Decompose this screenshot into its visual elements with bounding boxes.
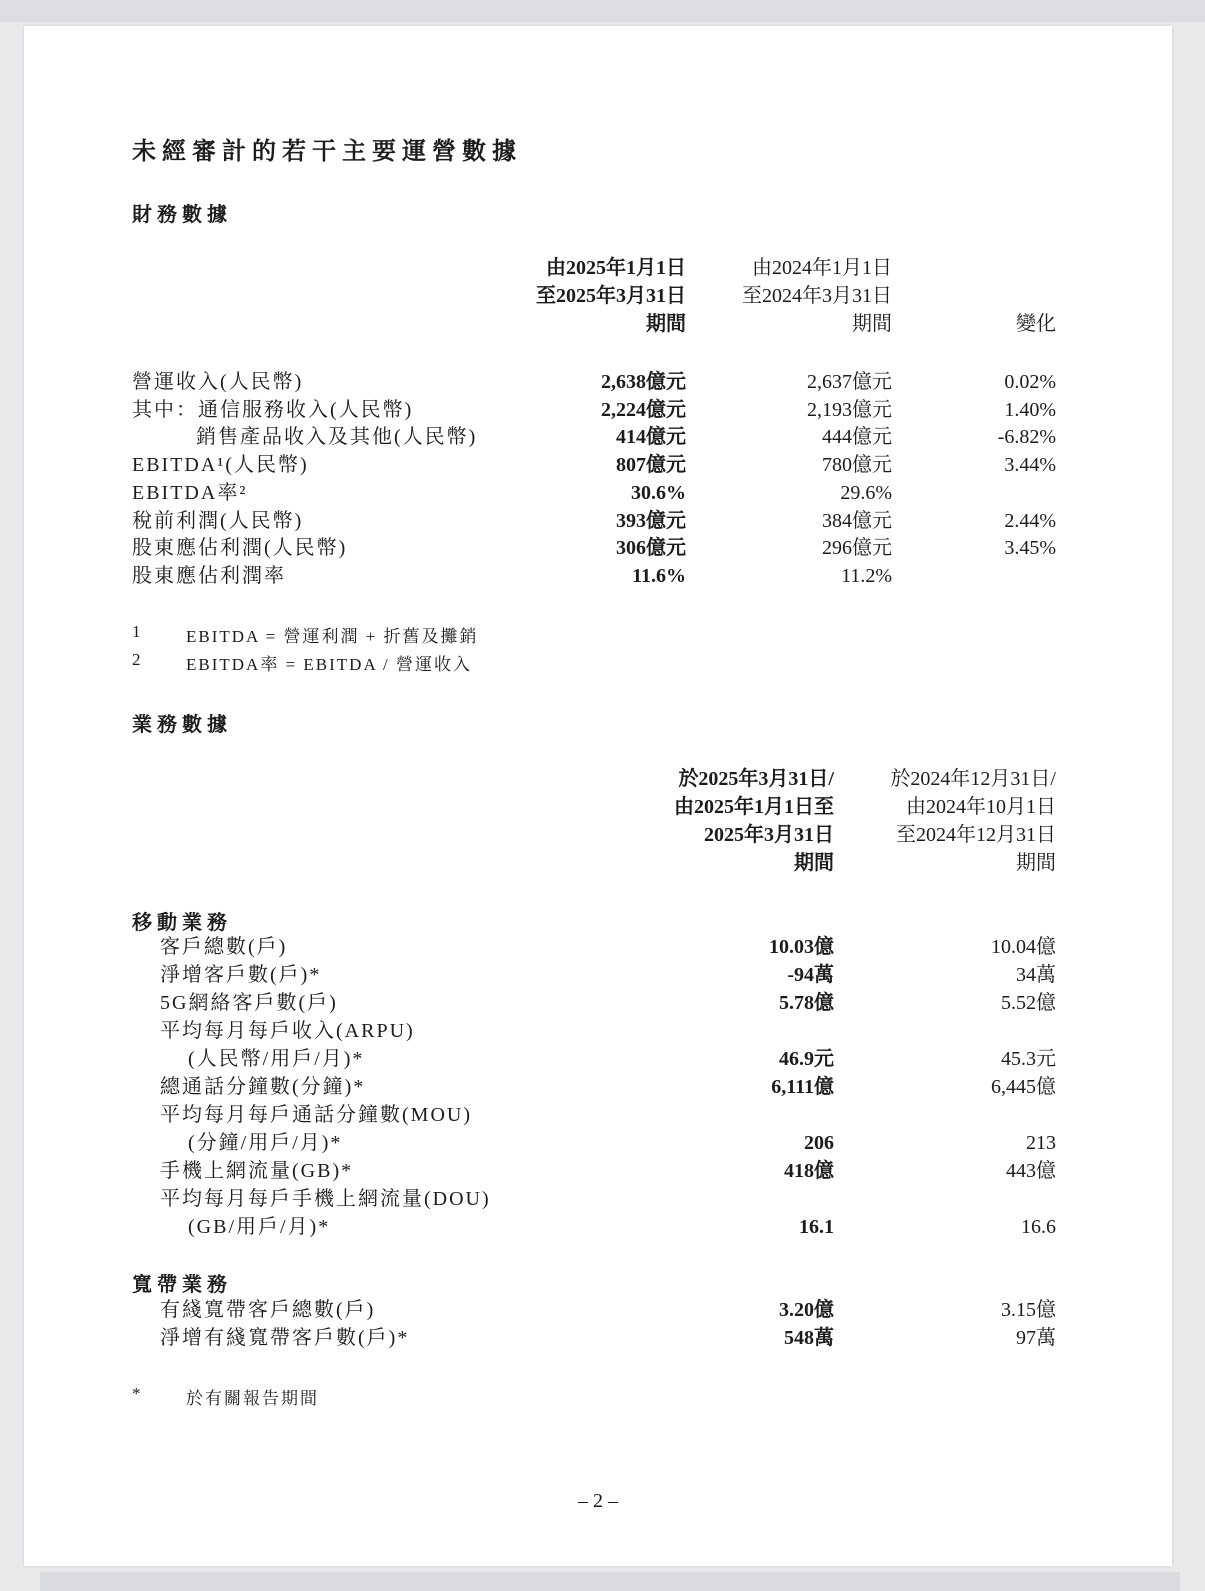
- current-value: 3.20億: [779, 1299, 834, 1321]
- row-label: (GB/用戶/月)*: [188, 1216, 331, 1238]
- prior-value: 97萬: [1016, 1327, 1056, 1349]
- row-label: 銷售產品收入及其他(人民幣): [196, 426, 478, 449]
- current-value: 16.1: [799, 1216, 834, 1238]
- row-label: 有綫寬帶客戶總數(戶): [160, 1299, 376, 1321]
- header-line: 由2024年10月1日: [906, 796, 1056, 818]
- prior-value: 10.04億: [991, 936, 1056, 958]
- mobile-heading: 移動業務: [132, 910, 232, 934]
- prior-value: 5.52億: [1001, 992, 1056, 1014]
- row-label: 手機上網流量(GB)*: [160, 1160, 354, 1182]
- prior-value: 34萬: [1016, 964, 1056, 986]
- header-line: 至2025年3月31日: [536, 285, 686, 307]
- current-value: 306億元: [616, 537, 686, 560]
- current-value: 11.6%: [632, 564, 686, 587]
- prior-value: 6,445億: [991, 1076, 1056, 1098]
- row-label: 淨增客戶數(戶)*: [160, 964, 322, 986]
- row-label: 5G網絡客戶數(戶): [160, 992, 338, 1014]
- page-title: 未經審計的若干主要運營數據: [132, 137, 522, 165]
- page-number: – 2 –: [578, 1490, 618, 1512]
- current-value: 548萬: [784, 1327, 834, 1349]
- prior-value: 11.2%: [841, 564, 892, 587]
- header-line: 由2025年1月1日至: [674, 796, 834, 818]
- header-line: 於2025年3月31日/: [678, 768, 834, 790]
- current-value: 30.6%: [631, 481, 686, 504]
- header-line: 至2024年12月31日: [896, 824, 1056, 846]
- current-value: 807億元: [616, 454, 686, 477]
- table-row: [24, 562, 1172, 590]
- header-line: 2025年3月31日: [704, 824, 834, 846]
- table-row: [24, 368, 1172, 396]
- business-col-prior-header: [836, 765, 1056, 877]
- table-row: [24, 1017, 1172, 1045]
- footnote-text: 於有關報告期間: [186, 1389, 319, 1408]
- footnote-mark: 1: [132, 622, 143, 641]
- business-col-current-header: [614, 765, 834, 877]
- financial-col-change-header: [956, 310, 1056, 338]
- table-row: [24, 534, 1172, 562]
- prior-value: 443億: [1006, 1160, 1056, 1182]
- change-value: -6.82%: [997, 426, 1056, 449]
- document-page: [24, 26, 1172, 1566]
- header-line: 於2024年12月31日/: [890, 768, 1056, 790]
- prior-value: 3.15億: [1001, 1299, 1056, 1321]
- current-value: 418億: [784, 1160, 834, 1182]
- prior-value: 384億元: [822, 509, 892, 532]
- financial-col-prior-header: [690, 254, 892, 338]
- table-row: [24, 1185, 1172, 1213]
- financial-col-current-header: [484, 254, 686, 338]
- change-value: 3.44%: [1004, 454, 1056, 477]
- row-label: 平均每月每戶手機上網流量(DOU): [160, 1188, 491, 1210]
- table-row: [24, 1213, 1172, 1241]
- row-label: 客戶總數(戶): [160, 936, 288, 958]
- footnote-text: EBITDA = 營運利潤 + 折舊及攤銷: [186, 627, 479, 646]
- current-value: 5.78億: [779, 992, 834, 1014]
- footnote-mark: *: [132, 1384, 143, 1403]
- current-value: 393億元: [616, 509, 686, 532]
- table-row: [24, 1324, 1172, 1352]
- prior-value: 296億元: [822, 537, 892, 560]
- current-value: 46.9元: [779, 1048, 834, 1070]
- table-row: [24, 507, 1172, 535]
- header-line: 至2024年3月31日: [742, 285, 892, 307]
- row-label: 平均每月每戶收入(ARPU): [160, 1020, 415, 1042]
- table-row: [24, 1157, 1172, 1185]
- table-row: [24, 1129, 1172, 1157]
- table-row: [24, 396, 1172, 424]
- current-value: 2,224億元: [601, 398, 686, 421]
- current-value: 6,111億: [771, 1076, 834, 1098]
- financial-heading: 財務數據: [132, 202, 232, 226]
- prior-value: 213: [1026, 1132, 1056, 1154]
- broadband-heading: 寬帶業務: [132, 1272, 232, 1296]
- change-value: 1.40%: [1004, 398, 1056, 421]
- prior-value: 45.3元: [1001, 1048, 1056, 1070]
- current-value: 206: [804, 1132, 834, 1154]
- business-heading: 業務數據: [132, 712, 232, 736]
- header-line: 期間: [794, 852, 834, 874]
- change-value: 3.45%: [1004, 537, 1056, 560]
- table-row: [24, 1073, 1172, 1101]
- top-bar: [0, 0, 1205, 22]
- header-line: 由2025年1月1日: [546, 257, 686, 279]
- row-label: 股東應佔利潤(人民幣): [132, 537, 348, 560]
- table-row: [24, 989, 1172, 1017]
- row-label: 稅前利潤(人民幣): [132, 509, 304, 532]
- table-row: [24, 933, 1172, 961]
- table-row: [24, 1101, 1172, 1129]
- row-label: 平均每月每戶通話分鐘數(MOU): [160, 1104, 472, 1126]
- prior-value: 444億元: [822, 426, 892, 449]
- current-value: 10.03億: [769, 936, 834, 958]
- header-line: 期間: [646, 313, 686, 335]
- table-row: [24, 1296, 1172, 1324]
- change-value: 0.02%: [1004, 371, 1056, 393]
- table-row: [24, 479, 1172, 507]
- table-row: [24, 423, 1172, 451]
- row-label: 營運收入(人民幣): [132, 371, 304, 393]
- row-label: (分鐘/用戶/月)*: [188, 1132, 343, 1154]
- footnote-mark: 2: [132, 650, 143, 669]
- current-value: -94萬: [787, 964, 834, 986]
- current-value: 2,638億元: [601, 371, 686, 393]
- header-line: 期間: [1016, 852, 1056, 874]
- change-value: 2.44%: [1004, 509, 1056, 532]
- prior-value: 16.6: [1021, 1216, 1056, 1238]
- prior-value: 780億元: [822, 454, 892, 477]
- row-label: (人民幣/用戶/月)*: [188, 1048, 365, 1070]
- row-label: 股東應佔利潤率: [132, 564, 286, 587]
- prior-value: 2,193億元: [807, 398, 892, 421]
- table-row: [24, 451, 1172, 479]
- prior-value: 2,637億元: [807, 371, 892, 393]
- header-line: 變化: [1016, 313, 1056, 335]
- row-label: 總通話分鐘數(分鐘)*: [160, 1076, 366, 1098]
- header-line: 由2024年1月1日: [752, 257, 892, 279]
- current-value: 414億元: [616, 426, 686, 449]
- footnote-text: EBITDA率 = EBITDA / 營運收入: [186, 655, 473, 674]
- prior-value: 29.6%: [840, 481, 892, 504]
- table-row: [24, 961, 1172, 989]
- bottom-bar: [40, 1572, 1180, 1591]
- row-label: EBITDA¹(人民幣): [132, 454, 309, 477]
- header-line: 期間: [852, 313, 892, 335]
- row-label: 淨增有綫寬帶客戶數(戶)*: [160, 1327, 410, 1349]
- row-label: 其中：通信服務收入(人民幣): [132, 398, 414, 421]
- row-label: EBITDA率²: [132, 481, 248, 504]
- table-row: [24, 1045, 1172, 1073]
